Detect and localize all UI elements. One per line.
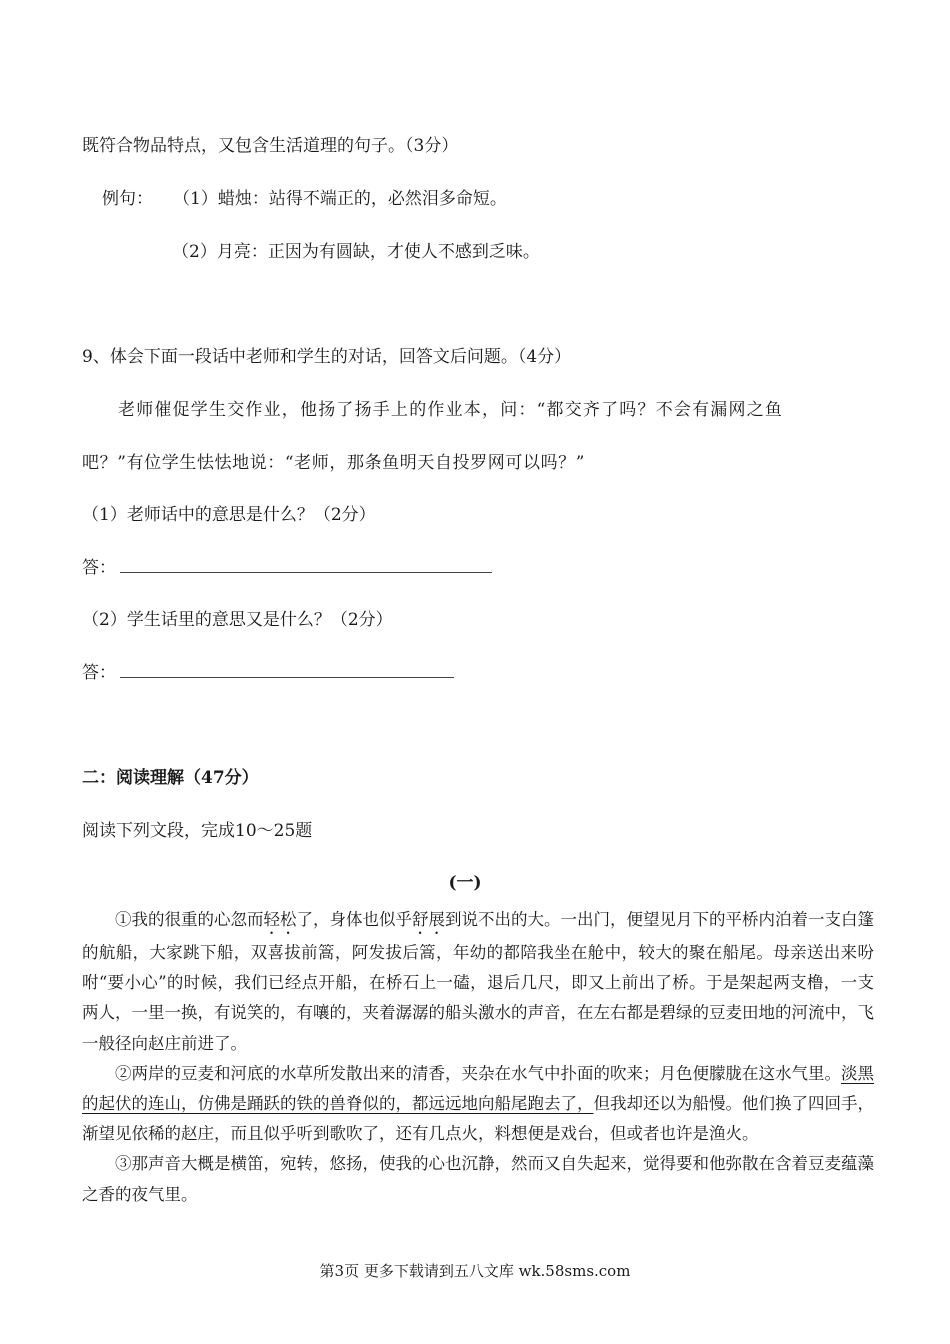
section-2-title: 二：阅读理解（47分） (82, 768, 259, 788)
p2-text-a: ②两岸的豆麦和河底的水草所发散出来的清香，夹杂在水气中扑面的吹来；月色便朦胧在这水气里。 (115, 1063, 841, 1083)
q8-intro: 既符合物品特点，又包含生活道理的句子。（3分） (82, 136, 459, 156)
answer-blank-2[interactable] (120, 663, 454, 678)
q8-example-row-1 (102, 187, 507, 211)
q9-sub-question-1: （1）老师话中的意思是什么？（2分） (82, 505, 376, 525)
part-title: (一) (448, 873, 482, 893)
p1-dotted-word-2: 舒展 (412, 910, 445, 929)
example-2: （2）月亮：正因为有圆缺，才使人不感到乏味。 (172, 242, 540, 262)
answer-label: 答： (82, 558, 116, 578)
p2-text-b: 但我却还以为船慢。他们换了四回手，渐望见依稀的赵庄，而且似乎听到歌吹了，还有几点火，料想便是戏台，但或者也许是渔火。 (82, 1094, 874, 1144)
page-footer: 第3页 更多下载请到五八文库 wk.58sms.com (319, 1262, 631, 1280)
paragraph-1 (82, 905, 874, 1059)
p1-text-b: 了，身体也似乎 (296, 910, 412, 929)
p2-underlined-sentence: 淡黑的起伏的连山，仿佛是踊跃的铁的兽脊似的，都远远地向船尾跑去了， (82, 1063, 874, 1114)
answer-label: 答： (82, 663, 116, 683)
p1-text-a: ①我的很重的心忽而 (115, 910, 264, 929)
example-1: （1）蜡烛：站得不端正的，必然泪多命短。 (173, 189, 507, 209)
q9-title: 9、体会下面一段话中老师和学生的对话，回答文后问题。（4分） (82, 347, 572, 367)
answer-blank-1[interactable] (120, 558, 492, 573)
paragraph-3: ③那声音大概是横笛，宛转，悠扬，使我的心也沉静，然而又自失起来，觉得要和他弥散在含着豆麦蕴藻之香的夜气里。 (82, 1154, 874, 1204)
section-2-instruction: 阅读下列文段，完成10～25题 (82, 821, 313, 841)
q9-passage-line-2: 吧？”有位学生怯怯地说：“老师，那条鱼明天自投罗网可以吗？” (82, 453, 586, 473)
answer-line-1[interactable] (82, 556, 492, 580)
q9-sub-question-2: （2）学生话里的意思又是什么？（2分） (82, 610, 393, 630)
paragraph-2 (82, 1059, 874, 1150)
p1-dotted-word-1: 轻松 (263, 910, 297, 929)
reading-passage (82, 905, 874, 1210)
answer-line-2[interactable] (82, 661, 454, 685)
p1-text-c: 到说不出的大。一出门，便望见月下的平桥内泊着一支白篷的航船，大家跳下船，双喜拔前篙，阿发拔后篙，年幼的都陪我坐在舱中，较大的聚在船尾。母亲送出来吩咐“要小心”的时候，我们已经点开船，在桥石上一磕，退后几尺，即又上前出了桥。于是架起两支橹，一支两人，一里一换，有说笑的，有嚷的，夹着潺潺的船头激水的声音，在左右都是碧绿的豆麦田地的河流中，飞一般径向赵庄前进了。 (82, 910, 874, 1053)
example-label: 例句： (102, 189, 153, 209)
q9-passage-line-1: 老师催促学生交作业，他扬了扬手上的作业本，问：“都交齐了吗？不会有漏网之鱼 (118, 400, 784, 420)
